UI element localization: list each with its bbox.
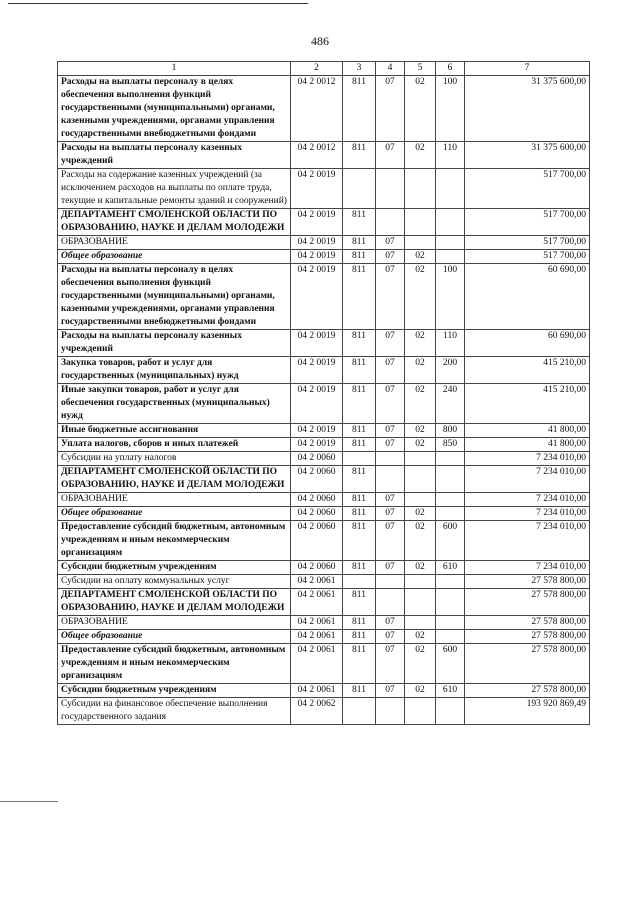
row-razdel-cell: 07: [376, 330, 405, 357]
row-vid-cell: 850: [436, 438, 465, 452]
row-name-cell: Субсидии бюджетным учреждениям: [58, 684, 291, 698]
row-podrazdel-cell: [405, 452, 436, 466]
row-vid-cell: [436, 575, 465, 589]
row-name-cell: Уплата налогов, сборов и иных платежей: [58, 438, 291, 452]
row-code-cell: 04 2 0060: [291, 493, 343, 507]
row-podrazdel-cell: 02: [405, 250, 436, 264]
row-razdel-cell: 07: [376, 644, 405, 684]
row-sum-cell: 7 234 010,00: [465, 452, 590, 466]
row-sum-cell: 415 210,00: [465, 384, 590, 424]
row-grbs-cell: [343, 452, 376, 466]
row-grbs-cell: 811: [343, 357, 376, 384]
row-sum-cell: 7 234 010,00: [465, 521, 590, 561]
row-sum-cell: 7 234 010,00: [465, 466, 590, 493]
row-name-cell: Иные бюджетные ассигнования: [58, 424, 291, 438]
row-name-cell: ДЕПАРТАМЕНТ СМОЛЕНСКОЙ ОБЛАСТИ ПО ОБРАЗОВАНИЮ, НАУКЕ И ДЕЛАМ МОЛОДЕЖИ: [58, 209, 291, 236]
row-razdel-cell: [376, 698, 405, 725]
row-podrazdel-cell: 02: [405, 264, 436, 330]
table-row: [58, 264, 590, 330]
row-podrazdel-cell: 02: [405, 76, 436, 142]
row-grbs-cell: 811: [343, 438, 376, 452]
row-code-cell: 04 2 0061: [291, 684, 343, 698]
row-grbs-cell: 811: [343, 630, 376, 644]
table-row: [58, 209, 590, 236]
row-code-cell: 04 2 0019: [291, 424, 343, 438]
table-row: [58, 684, 590, 698]
row-name-cell: Общее образование: [58, 630, 291, 644]
row-podrazdel-cell: [405, 169, 436, 209]
row-vid-cell: [436, 589, 465, 616]
row-code-cell: 04 2 0019: [291, 169, 343, 209]
row-razdel-cell: 07: [376, 561, 405, 575]
table-row: [58, 142, 590, 169]
row-code-cell: 04 2 0019: [291, 264, 343, 330]
row-vid-cell: [436, 250, 465, 264]
row-podrazdel-cell: [405, 698, 436, 725]
row-vid-cell: [436, 698, 465, 725]
row-sum-cell: 415 210,00: [465, 357, 590, 384]
row-razdel-cell: 07: [376, 424, 405, 438]
row-podrazdel-cell: [405, 236, 436, 250]
table-row: [58, 76, 590, 142]
header-col-1: 1: [58, 62, 291, 76]
row-name-cell: Общее образование: [58, 250, 291, 264]
row-podrazdel-cell: [405, 493, 436, 507]
row-sum-cell: 517 700,00: [465, 209, 590, 236]
row-name-cell: Предоставление субсидий бюджетным, автономным учреждениям и иным некоммерческим организациям: [58, 521, 291, 561]
row-code-cell: 04 2 0012: [291, 142, 343, 169]
table-row: [58, 561, 590, 575]
row-name-cell: Расходы на выплаты персоналу в целях обеспечения выполнения функций государственными (муниципальными) органами, казенными учреждениями, органами управления государственными внебюджетными фондами: [58, 76, 291, 142]
table-row: [58, 575, 590, 589]
row-sum-cell: 7 234 010,00: [465, 507, 590, 521]
row-razdel-cell: 07: [376, 142, 405, 169]
row-sum-cell: 27 578 800,00: [465, 644, 590, 684]
row-code-cell: 04 2 0061: [291, 644, 343, 684]
row-name-cell: Субсидии на финансовое обеспечение выполнения государственного задания: [58, 698, 291, 725]
row-vid-cell: [436, 507, 465, 521]
row-vid-cell: 610: [436, 684, 465, 698]
header-col-7: 7: [465, 62, 590, 76]
row-vid-cell: 110: [436, 330, 465, 357]
row-podrazdel-cell: 02: [405, 644, 436, 684]
row-name-cell: Предоставление субсидий бюджетным, автономным учреждениям и иным некоммерческим организациям: [58, 644, 291, 684]
row-podrazdel-cell: [405, 616, 436, 630]
row-razdel-cell: 07: [376, 357, 405, 384]
row-name-cell: Субсидии на оплату коммунальных услуг: [58, 575, 291, 589]
row-vid-cell: [436, 466, 465, 493]
row-name-cell: Общее образование: [58, 507, 291, 521]
row-name-cell: Субсидии на уплату налогов: [58, 452, 291, 466]
table-row: [58, 452, 590, 466]
row-grbs-cell: [343, 698, 376, 725]
row-razdel-cell: 07: [376, 521, 405, 561]
row-sum-cell: 27 578 800,00: [465, 616, 590, 630]
table-row: [58, 589, 590, 616]
row-podrazdel-cell: 02: [405, 507, 436, 521]
row-code-cell: 04 2 0060: [291, 561, 343, 575]
row-grbs-cell: 811: [343, 142, 376, 169]
row-name-cell: Расходы на выплаты персоналу в целях обеспечения выполнения функций государственными (муниципальными) органами, казенными учреждениями, органами управления государственными внебюджетными фондами: [58, 264, 291, 330]
row-razdel-cell: 07: [376, 507, 405, 521]
row-podrazdel-cell: 02: [405, 438, 436, 452]
table-row: [58, 698, 590, 725]
row-name-cell: Иные закупки товаров, работ и услуг для обеспечения государственных (муниципальных) нужд: [58, 384, 291, 424]
row-razdel-cell: 07: [376, 438, 405, 452]
row-sum-cell: 41 800,00: [465, 424, 590, 438]
row-sum-cell: 27 578 800,00: [465, 575, 590, 589]
margin-mark: [0, 801, 58, 802]
row-sum-cell: 7 234 010,00: [465, 493, 590, 507]
row-code-cell: 04 2 0019: [291, 236, 343, 250]
row-podrazdel-cell: 02: [405, 684, 436, 698]
row-razdel-cell: 07: [376, 264, 405, 330]
table-row: [58, 250, 590, 264]
row-code-cell: 04 2 0060: [291, 466, 343, 493]
row-grbs-cell: 811: [343, 466, 376, 493]
row-vid-cell: 600: [436, 521, 465, 561]
row-sum-cell: 31 375 600,00: [465, 142, 590, 169]
row-vid-cell: [436, 209, 465, 236]
row-vid-cell: 100: [436, 76, 465, 142]
row-razdel-cell: 07: [376, 630, 405, 644]
header-col-6: 6: [436, 62, 465, 76]
row-sum-cell: 27 578 800,00: [465, 630, 590, 644]
row-grbs-cell: 811: [343, 644, 376, 684]
row-code-cell: 04 2 0060: [291, 521, 343, 561]
row-grbs-cell: 811: [343, 384, 376, 424]
row-razdel-cell: [376, 589, 405, 616]
row-podrazdel-cell: 02: [405, 630, 436, 644]
row-sum-cell: 7 234 010,00: [465, 561, 590, 575]
row-sum-cell: 31 375 600,00: [465, 76, 590, 142]
row-name-cell: ДЕПАРТАМЕНТ СМОЛЕНСКОЙ ОБЛАСТИ ПО ОБРАЗОВАНИЮ, НАУКЕ И ДЕЛАМ МОЛОДЕЖИ: [58, 466, 291, 493]
row-grbs-cell: 811: [343, 684, 376, 698]
row-razdel-cell: 07: [376, 250, 405, 264]
row-name-cell: ДЕПАРТАМЕНТ СМОЛЕНСКОЙ ОБЛАСТИ ПО ОБРАЗОВАНИЮ, НАУКЕ И ДЕЛАМ МОЛОДЕЖИ: [58, 589, 291, 616]
row-code-cell: 04 2 0019: [291, 209, 343, 236]
row-code-cell: 04 2 0019: [291, 330, 343, 357]
row-name-cell: Расходы на выплаты персоналу казенных учреждений: [58, 330, 291, 357]
table-row: [58, 438, 590, 452]
row-podrazdel-cell: 02: [405, 330, 436, 357]
header-col-5: 5: [405, 62, 436, 76]
row-podrazdel-cell: 02: [405, 384, 436, 424]
row-razdel-cell: [376, 209, 405, 236]
row-sum-cell: 27 578 800,00: [465, 589, 590, 616]
row-grbs-cell: 811: [343, 616, 376, 630]
row-name-cell: Расходы на выплаты персоналу казенных учреждений: [58, 142, 291, 169]
row-podrazdel-cell: 02: [405, 561, 436, 575]
row-code-cell: 04 2 0060: [291, 507, 343, 521]
row-podrazdel-cell: [405, 575, 436, 589]
row-name-cell: ОБРАЗОВАНИЕ: [58, 236, 291, 250]
page-number: 486: [311, 34, 329, 48]
row-code-cell: 04 2 0061: [291, 575, 343, 589]
budget-table: [57, 61, 590, 725]
row-name-cell: Расходы на содержание казенных учреждений (за исключением расходов на выплаты по оплате труда, текущие и капитальные ремонты зданий и сооружений): [58, 169, 291, 209]
row-vid-cell: [436, 630, 465, 644]
row-vid-cell: [436, 236, 465, 250]
row-code-cell: 04 2 0060: [291, 452, 343, 466]
row-code-cell: 04 2 0019: [291, 357, 343, 384]
row-podrazdel-cell: 02: [405, 142, 436, 169]
top-rule: [8, 3, 308, 4]
table-row: [58, 236, 590, 250]
row-grbs-cell: 811: [343, 561, 376, 575]
row-sum-cell: 27 578 800,00: [465, 684, 590, 698]
row-vid-cell: 100: [436, 264, 465, 330]
row-sum-cell: 517 700,00: [465, 236, 590, 250]
row-code-cell: 04 2 0019: [291, 250, 343, 264]
row-name-cell: Закупка товаров, работ и услуг для государственных (муниципальных) нужд: [58, 357, 291, 384]
table-row: [58, 384, 590, 424]
row-sum-cell: 517 700,00: [465, 250, 590, 264]
table-row: [58, 507, 590, 521]
row-code-cell: 04 2 0061: [291, 630, 343, 644]
row-razdel-cell: 07: [376, 236, 405, 250]
row-sum-cell: 41 800,00: [465, 438, 590, 452]
row-sum-cell: 60 690,00: [465, 330, 590, 357]
row-grbs-cell: [343, 575, 376, 589]
table-row: [58, 644, 590, 684]
row-vid-cell: 110: [436, 142, 465, 169]
row-code-cell: 04 2 0061: [291, 589, 343, 616]
header-col-2: 2: [291, 62, 343, 76]
row-razdel-cell: 07: [376, 616, 405, 630]
row-podrazdel-cell: [405, 209, 436, 236]
row-name-cell: ОБРАЗОВАНИЕ: [58, 493, 291, 507]
table-row: [58, 357, 590, 384]
row-code-cell: 04 2 0061: [291, 616, 343, 630]
table-row: [58, 330, 590, 357]
table-row: [58, 616, 590, 630]
row-razdel-cell: 07: [376, 384, 405, 424]
row-razdel-cell: [376, 169, 405, 209]
row-vid-cell: [436, 493, 465, 507]
row-name-cell: ОБРАЗОВАНИЕ: [58, 616, 291, 630]
row-vid-cell: 240: [436, 384, 465, 424]
row-grbs-cell: 811: [343, 330, 376, 357]
row-grbs-cell: 811: [343, 493, 376, 507]
table-row: [58, 630, 590, 644]
row-razdel-cell: [376, 466, 405, 493]
row-vid-cell: [436, 169, 465, 209]
row-podrazdel-cell: 02: [405, 521, 436, 561]
row-sum-cell: 60 690,00: [465, 264, 590, 330]
row-podrazdel-cell: [405, 466, 436, 493]
row-podrazdel-cell: [405, 589, 436, 616]
table-row: [58, 521, 590, 561]
row-razdel-cell: 07: [376, 684, 405, 698]
table-row: [58, 466, 590, 493]
row-grbs-cell: 811: [343, 507, 376, 521]
row-grbs-cell: 811: [343, 236, 376, 250]
row-podrazdel-cell: 02: [405, 357, 436, 384]
row-code-cell: 04 2 0019: [291, 384, 343, 424]
row-grbs-cell: [343, 169, 376, 209]
row-code-cell: 04 2 0012: [291, 76, 343, 142]
table-row: [58, 169, 590, 209]
row-vid-cell: [436, 616, 465, 630]
row-vid-cell: 610: [436, 561, 465, 575]
header-col-4: 4: [376, 62, 405, 76]
row-razdel-cell: [376, 575, 405, 589]
row-podrazdel-cell: 02: [405, 424, 436, 438]
row-vid-cell: 600: [436, 644, 465, 684]
row-vid-cell: [436, 452, 465, 466]
row-name-cell: Субсидии бюджетным учреждениям: [58, 561, 291, 575]
row-grbs-cell: 811: [343, 250, 376, 264]
row-sum-cell: 517 700,00: [465, 169, 590, 209]
row-vid-cell: 200: [436, 357, 465, 384]
table-row: [58, 493, 590, 507]
row-razdel-cell: 07: [376, 493, 405, 507]
row-vid-cell: 800: [436, 424, 465, 438]
row-grbs-cell: 811: [343, 264, 376, 330]
row-razdel-cell: [376, 452, 405, 466]
row-sum-cell: 193 920 869,49: [465, 698, 590, 725]
row-grbs-cell: 811: [343, 589, 376, 616]
header-col-3: 3: [343, 62, 376, 76]
row-code-cell: 04 2 0062: [291, 698, 343, 725]
row-grbs-cell: 811: [343, 76, 376, 142]
row-grbs-cell: 811: [343, 521, 376, 561]
row-grbs-cell: 811: [343, 209, 376, 236]
row-grbs-cell: 811: [343, 424, 376, 438]
row-razdel-cell: 07: [376, 76, 405, 142]
row-code-cell: 04 2 0019: [291, 438, 343, 452]
table-row: [58, 424, 590, 438]
table-header-row: [58, 62, 590, 76]
